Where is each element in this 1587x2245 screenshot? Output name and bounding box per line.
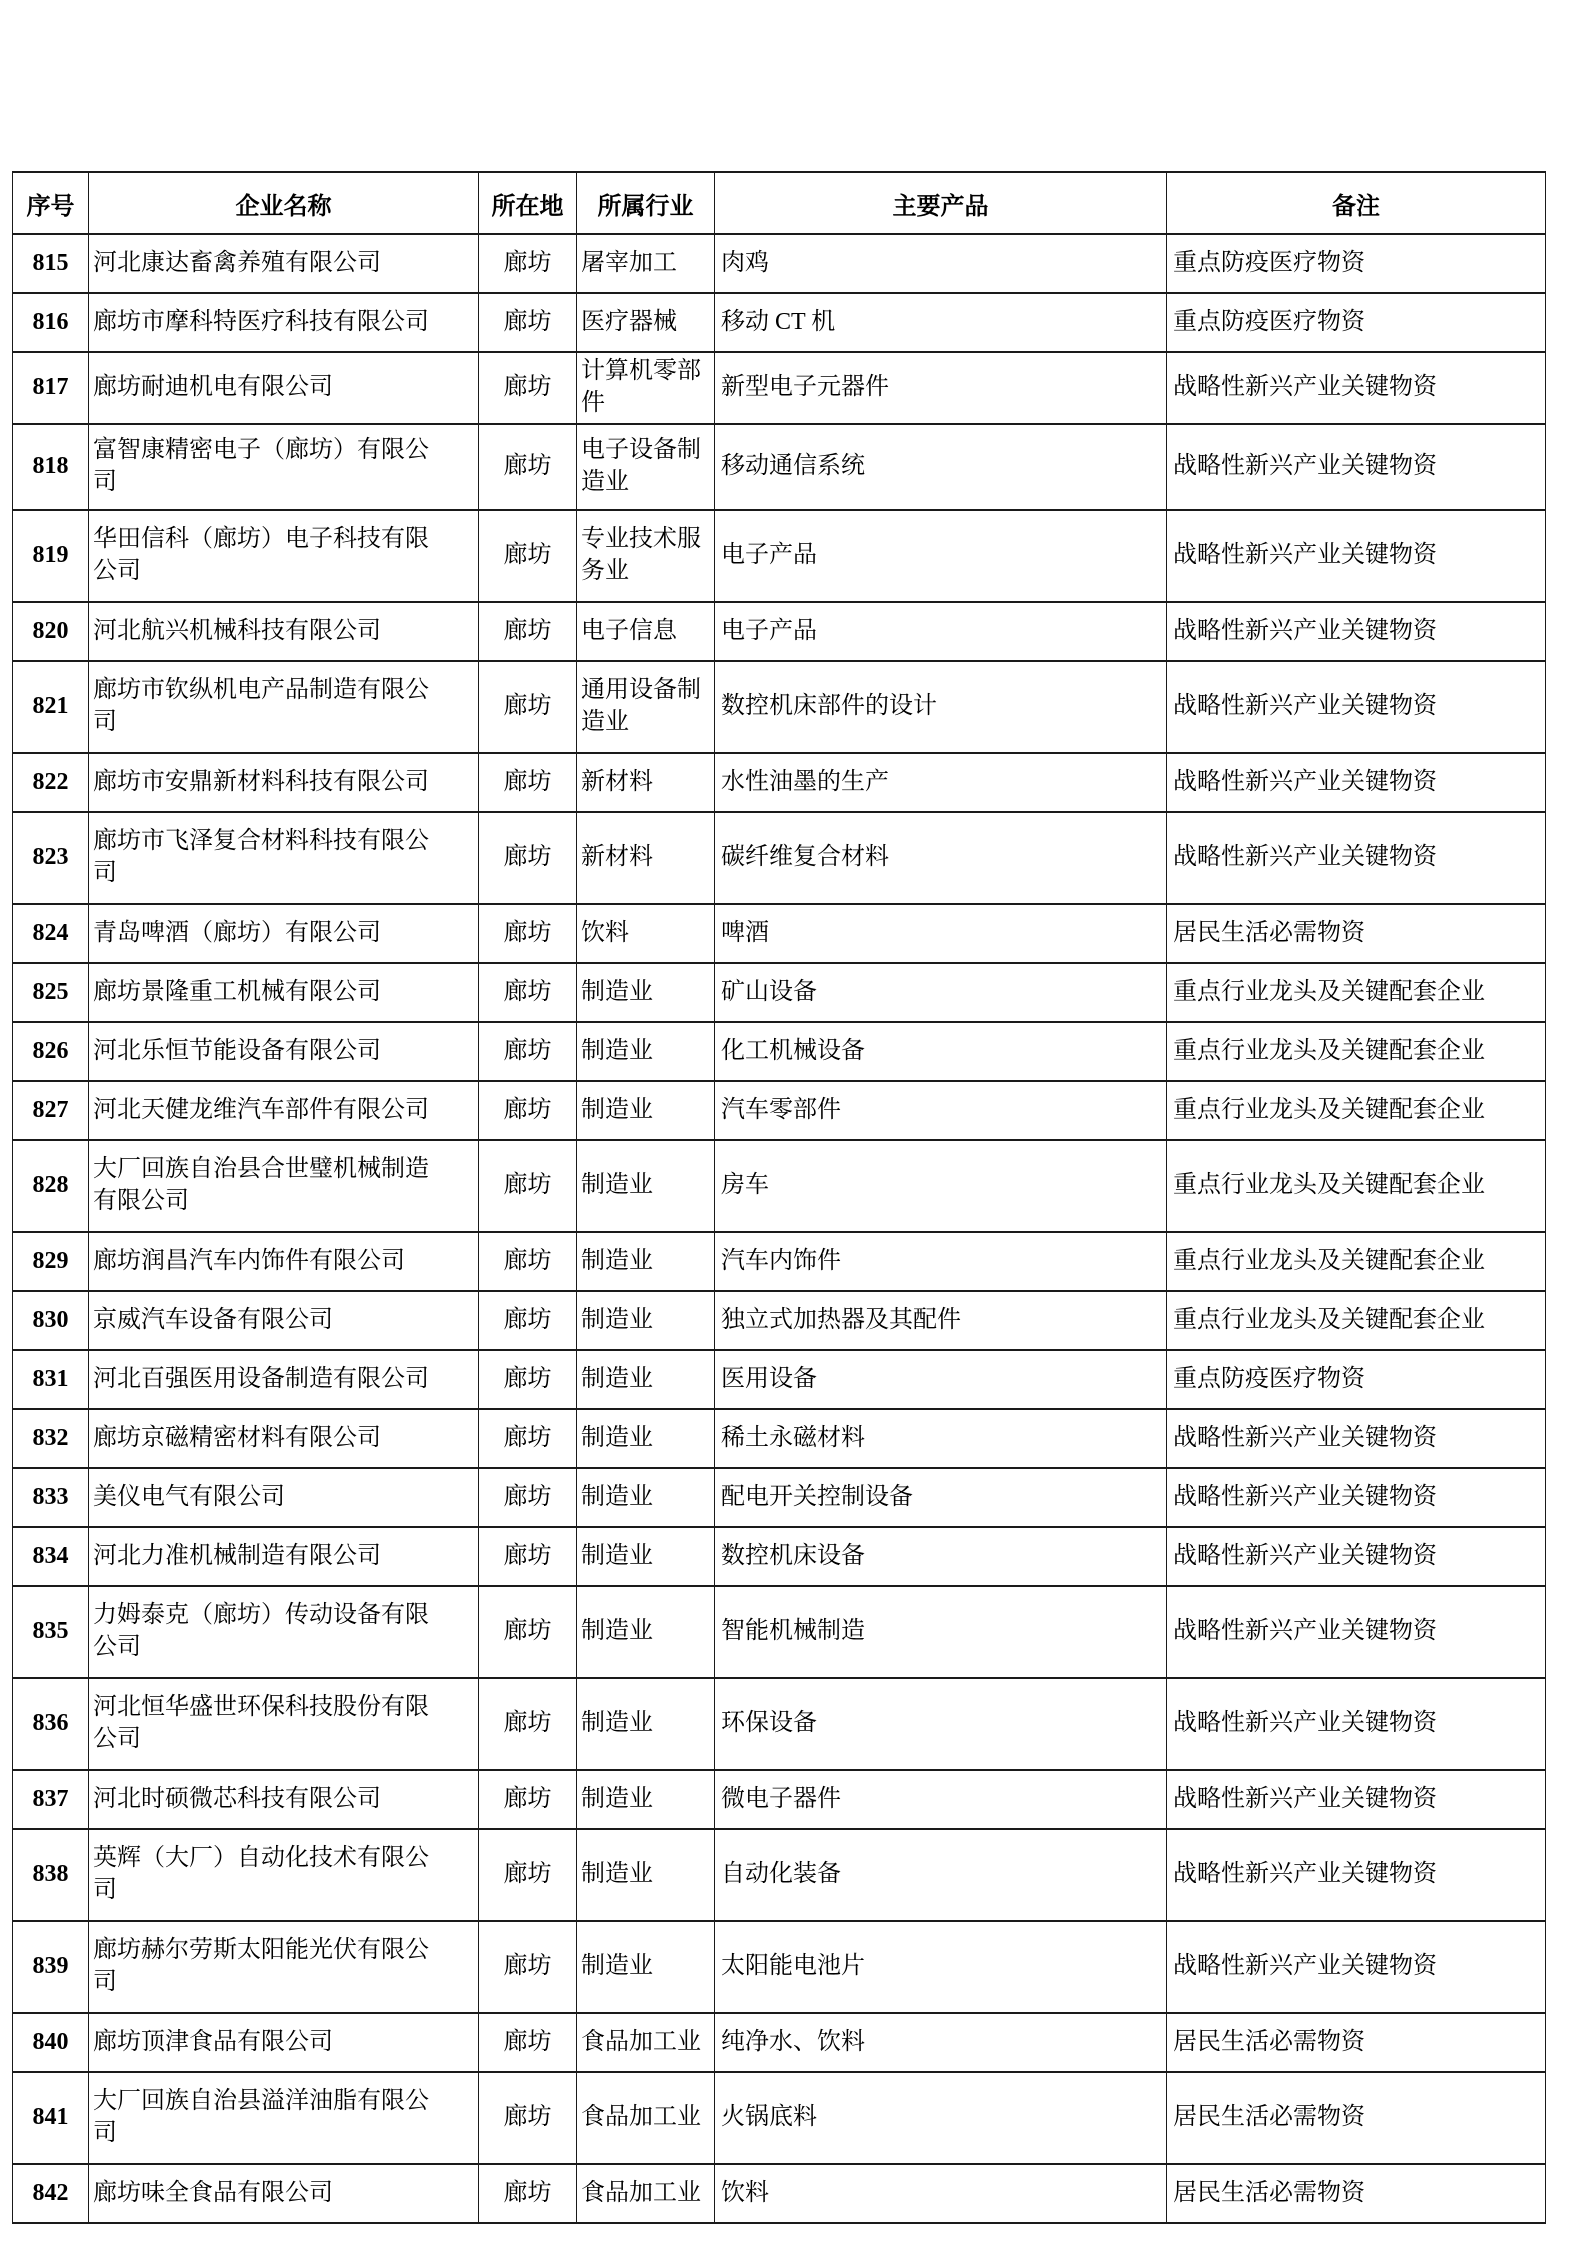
company-name-cell: 大厂回族自治县溢洋油脂有限公司: [89, 2072, 479, 2164]
company-name-cell: 河北天健龙维汽车部件有限公司: [89, 1081, 479, 1140]
company-name-cell: 廊坊市摩科特医疗科技有限公司: [89, 293, 479, 352]
remark-cell: 重点防疫医疗物资: [1167, 1350, 1546, 1409]
serial-cell: 818: [13, 424, 89, 510]
header-serial: 序号: [13, 172, 89, 234]
industry-cell: 食品加工业: [577, 2072, 715, 2164]
industry-cell: 医疗器械: [577, 293, 715, 352]
main-product-cell: 房车: [715, 1140, 1167, 1232]
main-product-cell: 独立式加热器及其配件: [715, 1291, 1167, 1350]
location-cell: 廊坊: [479, 753, 577, 812]
company-name-cell: 廊坊京磁精密材料有限公司: [89, 1409, 479, 1468]
serial-cell: 825: [13, 963, 89, 1022]
enterprise-list-table: [12, 171, 1546, 2224]
location-cell: 廊坊: [479, 510, 577, 602]
industry-cell: 制造业: [577, 1527, 715, 1586]
company-name-cell: 华田信科（廊坊）电子科技有限公司: [89, 510, 479, 602]
company-name-cell: 英辉（大厂）自动化技术有限公司: [89, 1829, 479, 1921]
industry-cell: 屠宰加工: [577, 234, 715, 293]
location-cell: 廊坊: [479, 1921, 577, 2013]
location-cell: 廊坊: [479, 234, 577, 293]
company-name-cell: 河北百强医用设备制造有限公司: [89, 1350, 479, 1409]
company-name-cell: 青岛啤酒（廊坊）有限公司: [89, 904, 479, 963]
industry-cell: 制造业: [577, 1291, 715, 1350]
table-row: [13, 661, 1546, 753]
remark-cell: 重点行业龙头及关键配套企业: [1167, 1291, 1546, 1350]
location-cell: 廊坊: [479, 661, 577, 753]
main-product-cell: 矿山设备: [715, 963, 1167, 1022]
serial-cell: 841: [13, 2072, 89, 2164]
company-name-cell: 河北航兴机械科技有限公司: [89, 602, 479, 661]
main-product-cell: 啤酒: [715, 904, 1167, 963]
remark-cell: 战略性新兴产业关键物资: [1167, 1586, 1546, 1678]
industry-cell: 计算机零部件: [577, 352, 715, 424]
table-row: [13, 234, 1546, 293]
location-cell: 廊坊: [479, 1232, 577, 1291]
table-row: [13, 1921, 1546, 2013]
location-cell: 廊坊: [479, 424, 577, 510]
company-name-cell: 河北恒华盛世环保科技股份有限公司: [89, 1678, 479, 1770]
table-row: [13, 510, 1546, 602]
company-name-cell: 河北康达畜禽养殖有限公司: [89, 234, 479, 293]
location-cell: 廊坊: [479, 2013, 577, 2072]
location-cell: 廊坊: [479, 904, 577, 963]
serial-cell: 831: [13, 1350, 89, 1409]
location-cell: 廊坊: [479, 2072, 577, 2164]
remark-cell: 重点防疫医疗物资: [1167, 293, 1546, 352]
table-row: [13, 1586, 1546, 1678]
remark-cell: 战略性新兴产业关键物资: [1167, 1409, 1546, 1468]
serial-cell: 829: [13, 1232, 89, 1291]
table-row: [13, 1770, 1546, 1829]
main-product-cell: 移动 CT 机: [715, 293, 1167, 352]
location-cell: 廊坊: [479, 1081, 577, 1140]
location-cell: 廊坊: [479, 1770, 577, 1829]
table-row: [13, 963, 1546, 1022]
main-product-cell: 化工机械设备: [715, 1022, 1167, 1081]
company-name-cell: 京威汽车设备有限公司: [89, 1291, 479, 1350]
main-product-cell: 数控机床设备: [715, 1527, 1167, 1586]
company-name-cell: 廊坊顶津食品有限公司: [89, 2013, 479, 2072]
remark-cell: 重点行业龙头及关键配套企业: [1167, 1081, 1546, 1140]
remark-cell: 战略性新兴产业关键物资: [1167, 424, 1546, 510]
industry-cell: 制造业: [577, 1921, 715, 2013]
serial-cell: 836: [13, 1678, 89, 1770]
remark-cell: 居民生活必需物资: [1167, 2072, 1546, 2164]
industry-cell: 制造业: [577, 1409, 715, 1468]
industry-cell: 新材料: [577, 812, 715, 904]
location-cell: 廊坊: [479, 1527, 577, 1586]
serial-cell: 824: [13, 904, 89, 963]
remark-cell: 居民生活必需物资: [1167, 2013, 1546, 2072]
serial-cell: 830: [13, 1291, 89, 1350]
table-row: [13, 1291, 1546, 1350]
table-row: [13, 1022, 1546, 1081]
table-row: [13, 904, 1546, 963]
industry-cell: 制造业: [577, 1586, 715, 1678]
main-product-cell: 数控机床部件的设计: [715, 661, 1167, 753]
table-row: [13, 1829, 1546, 1921]
remark-cell: 重点行业龙头及关键配套企业: [1167, 1232, 1546, 1291]
location-cell: 廊坊: [479, 1291, 577, 1350]
remark-cell: 居民生活必需物资: [1167, 2164, 1546, 2223]
table-row: [13, 424, 1546, 510]
serial-cell: 834: [13, 1527, 89, 1586]
serial-cell: 821: [13, 661, 89, 753]
industry-cell: 制造业: [577, 963, 715, 1022]
location-cell: 廊坊: [479, 2164, 577, 2223]
serial-cell: 828: [13, 1140, 89, 1232]
remark-cell: 战略性新兴产业关键物资: [1167, 661, 1546, 753]
remark-cell: 战略性新兴产业关键物资: [1167, 510, 1546, 602]
main-product-cell: 电子产品: [715, 510, 1167, 602]
location-cell: 廊坊: [479, 1468, 577, 1527]
company-name-cell: 廊坊景隆重工机械有限公司: [89, 963, 479, 1022]
remark-cell: 战略性新兴产业关键物资: [1167, 1770, 1546, 1829]
industry-cell: 电子信息: [577, 602, 715, 661]
serial-cell: 839: [13, 1921, 89, 2013]
remark-cell: 战略性新兴产业关键物资: [1167, 812, 1546, 904]
table-row: [13, 602, 1546, 661]
main-product-cell: 饮料: [715, 2164, 1167, 2223]
table-row: [13, 2072, 1546, 2164]
remark-cell: 重点防疫医疗物资: [1167, 234, 1546, 293]
industry-cell: 制造业: [577, 1232, 715, 1291]
serial-cell: 826: [13, 1022, 89, 1081]
serial-cell: 833: [13, 1468, 89, 1527]
industry-cell: 制造业: [577, 1678, 715, 1770]
main-product-cell: 水性油墨的生产: [715, 753, 1167, 812]
location-cell: 廊坊: [479, 812, 577, 904]
main-product-cell: 汽车内饰件: [715, 1232, 1167, 1291]
industry-cell: 制造业: [577, 1350, 715, 1409]
main-product-cell: 微电子器件: [715, 1770, 1167, 1829]
industry-cell: 通用设备制造业: [577, 661, 715, 753]
serial-cell: 820: [13, 602, 89, 661]
header-location: 所在地: [479, 172, 577, 234]
table-row: [13, 812, 1546, 904]
location-cell: 廊坊: [479, 1409, 577, 1468]
company-name-cell: 力姆泰克（廊坊）传动设备有限公司: [89, 1586, 479, 1678]
main-product-cell: 自动化装备: [715, 1829, 1167, 1921]
main-product-cell: 稀土永磁材料: [715, 1409, 1167, 1468]
serial-cell: 837: [13, 1770, 89, 1829]
serial-cell: 816: [13, 293, 89, 352]
company-name-cell: 富智康精密电子（廊坊）有限公司: [89, 424, 479, 510]
serial-cell: 822: [13, 753, 89, 812]
remark-cell: 居民生活必需物资: [1167, 904, 1546, 963]
main-product-cell: 汽车零部件: [715, 1081, 1167, 1140]
company-name-cell: 廊坊市飞泽复合材料科技有限公司: [89, 812, 479, 904]
table-row: [13, 293, 1546, 352]
table-row: [13, 2164, 1546, 2223]
remark-cell: 战略性新兴产业关键物资: [1167, 1527, 1546, 1586]
company-name-cell: 河北力准机械制造有限公司: [89, 1527, 479, 1586]
industry-cell: 新材料: [577, 753, 715, 812]
main-product-cell: 太阳能电池片: [715, 1921, 1167, 2013]
location-cell: 廊坊: [479, 1350, 577, 1409]
remark-cell: 战略性新兴产业关键物资: [1167, 1468, 1546, 1527]
remark-cell: 重点行业龙头及关键配套企业: [1167, 1140, 1546, 1232]
location-cell: 廊坊: [479, 963, 577, 1022]
industry-cell: 制造业: [577, 1468, 715, 1527]
table-row: [13, 1140, 1546, 1232]
serial-cell: 838: [13, 1829, 89, 1921]
table-row: [13, 2013, 1546, 2072]
serial-cell: 842: [13, 2164, 89, 2223]
remark-cell: 战略性新兴产业关键物资: [1167, 1678, 1546, 1770]
location-cell: 廊坊: [479, 1678, 577, 1770]
main-product-cell: 移动通信系统: [715, 424, 1167, 510]
serial-cell: 815: [13, 234, 89, 293]
location-cell: 廊坊: [479, 602, 577, 661]
location-cell: 廊坊: [479, 1022, 577, 1081]
company-name-cell: 廊坊市安鼎新材料科技有限公司: [89, 753, 479, 812]
remark-cell: 战略性新兴产业关键物资: [1167, 753, 1546, 812]
industry-cell: 食品加工业: [577, 2164, 715, 2223]
header-main-products: 主要产品: [715, 172, 1167, 234]
serial-cell: 817: [13, 352, 89, 424]
table-row: [13, 1678, 1546, 1770]
table-row: [13, 1081, 1546, 1140]
serial-cell: 835: [13, 1586, 89, 1678]
serial-cell: 827: [13, 1081, 89, 1140]
table-row: [13, 753, 1546, 812]
industry-cell: 制造业: [577, 1140, 715, 1232]
company-name-cell: 廊坊市钦纵机电产品制造有限公司: [89, 661, 479, 753]
table-row: [13, 1468, 1546, 1527]
main-product-cell: 智能机械制造: [715, 1586, 1167, 1678]
serial-cell: 832: [13, 1409, 89, 1468]
location-cell: 廊坊: [479, 1829, 577, 1921]
main-product-cell: 纯净水、饮料: [715, 2013, 1167, 2072]
table-row: [13, 1232, 1546, 1291]
header-company-name: 企业名称: [89, 172, 479, 234]
table-row: [13, 352, 1546, 424]
industry-cell: 制造业: [577, 1770, 715, 1829]
serial-cell: 840: [13, 2013, 89, 2072]
location-cell: 廊坊: [479, 1586, 577, 1678]
company-name-cell: 河北乐恒节能设备有限公司: [89, 1022, 479, 1081]
industry-cell: 电子设备制造业: [577, 424, 715, 510]
remark-cell: 战略性新兴产业关键物资: [1167, 352, 1546, 424]
location-cell: 廊坊: [479, 293, 577, 352]
industry-cell: 专业技术服务业: [577, 510, 715, 602]
industry-cell: 制造业: [577, 1829, 715, 1921]
table-row: [13, 1527, 1546, 1586]
remark-cell: 重点行业龙头及关键配套企业: [1167, 963, 1546, 1022]
company-name-cell: 廊坊赫尔劳斯太阳能光伏有限公司: [89, 1921, 479, 2013]
header-industry: 所属行业: [577, 172, 715, 234]
main-product-cell: 碳纤维复合材料: [715, 812, 1167, 904]
main-product-cell: 肉鸡: [715, 234, 1167, 293]
main-product-cell: 医用设备: [715, 1350, 1167, 1409]
remark-cell: 战略性新兴产业关键物资: [1167, 1921, 1546, 2013]
remark-cell: 重点行业龙头及关键配套企业: [1167, 1022, 1546, 1081]
remark-cell: 战略性新兴产业关键物资: [1167, 1829, 1546, 1921]
industry-cell: 制造业: [577, 1022, 715, 1081]
main-product-cell: 电子产品: [715, 602, 1167, 661]
serial-cell: 819: [13, 510, 89, 602]
remark-cell: 战略性新兴产业关键物资: [1167, 602, 1546, 661]
industry-cell: 饮料: [577, 904, 715, 963]
main-product-cell: 火锅底料: [715, 2072, 1167, 2164]
location-cell: 廊坊: [479, 352, 577, 424]
serial-cell: 823: [13, 812, 89, 904]
industry-cell: 食品加工业: [577, 2013, 715, 2072]
company-name-cell: 河北时硕微芯科技有限公司: [89, 1770, 479, 1829]
main-product-cell: 新型电子元器件: [715, 352, 1167, 424]
main-product-cell: 配电开关控制设备: [715, 1468, 1167, 1527]
location-cell: 廊坊: [479, 1140, 577, 1232]
header-remark: 备注: [1167, 172, 1546, 234]
company-name-cell: 大厂回族自治县合世璧机械制造有限公司: [89, 1140, 479, 1232]
industry-cell: 制造业: [577, 1081, 715, 1140]
company-name-cell: 廊坊耐迪机电有限公司: [89, 352, 479, 424]
table-header-row: [13, 172, 1546, 234]
company-name-cell: 廊坊味全食品有限公司: [89, 2164, 479, 2223]
table-row: [13, 1409, 1546, 1468]
table-row: [13, 1350, 1546, 1409]
company-name-cell: 廊坊润昌汽车内饰件有限公司: [89, 1232, 479, 1291]
company-name-cell: 美仪电气有限公司: [89, 1468, 479, 1527]
main-product-cell: 环保设备: [715, 1678, 1167, 1770]
